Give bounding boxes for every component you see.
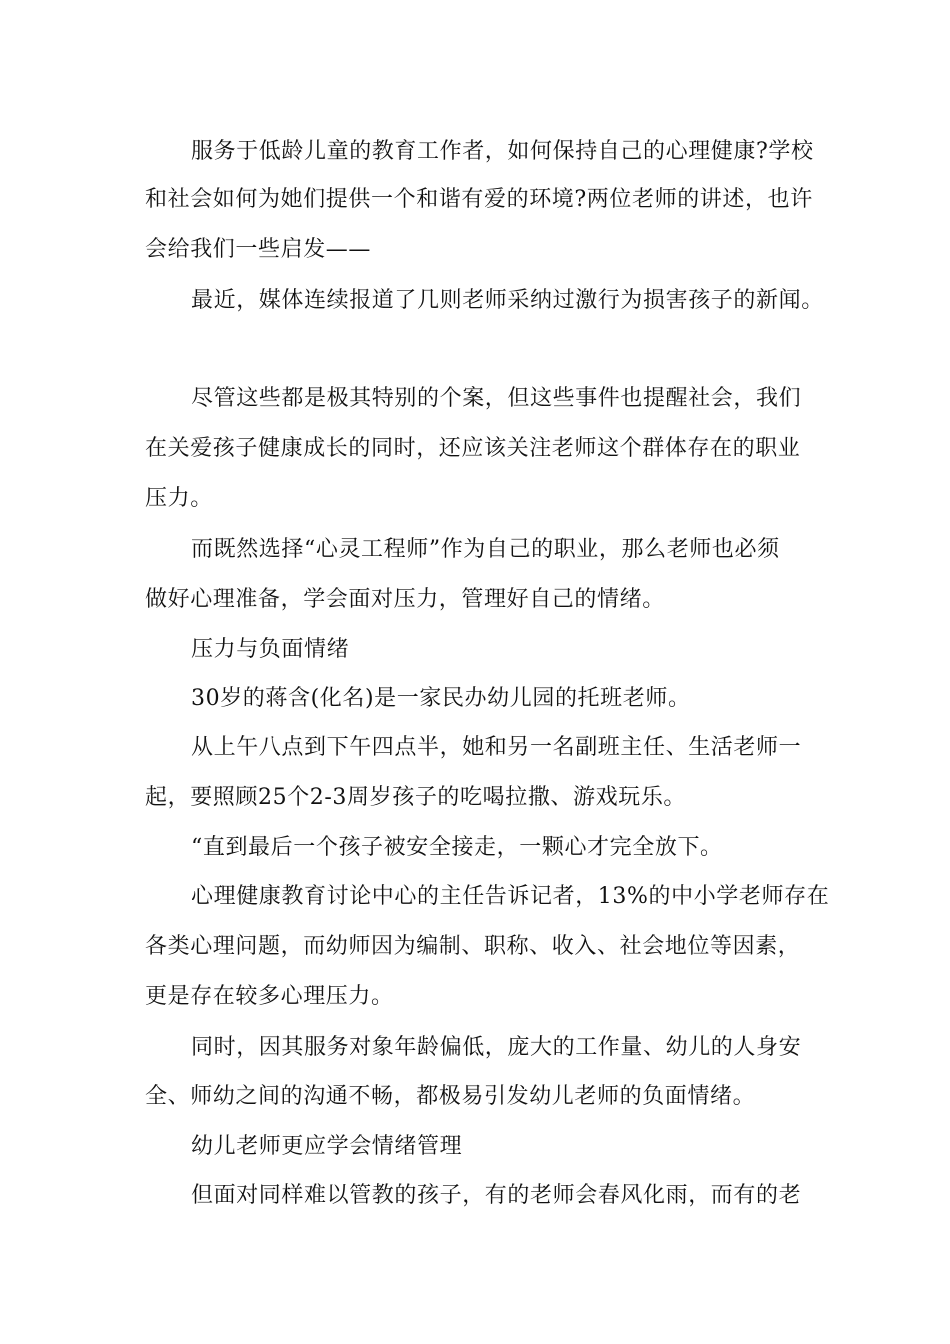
paragraph-3-line-2: 在关爱孩子健康成长的同时，还应该关注老师这个群体存在的职业	[145, 436, 801, 461]
paragraph-4-line-1: 而既然选择“心灵工程师”作为自己的职业，那么老师也必须	[191, 537, 780, 562]
section-heading-stress: 压力与负面情绪	[191, 637, 350, 662]
paragraph-9-line-2: 全、师幼之间的沟通不畅，都极易引发幼儿老师的负面情绪。	[145, 1084, 756, 1109]
paragraph-3-line-1: 尽管这些都是极其特别的个案，但这些事件也提醒社会，我们	[191, 386, 802, 411]
paragraph-1-line-3: 会给我们一些启发——	[145, 237, 372, 262]
paragraph-6-line-1: 从上午八点到下午四点半，她和另一名副班主任、生活老师一	[191, 735, 802, 760]
paragraph-2-line-1: 最近，媒体连续报道了几则老师采纳过激行为损害孩子的新闻。	[191, 288, 824, 313]
paragraph-7-line-1: “直到最后一个孩子被安全接走，一颗心才完全放下。	[191, 835, 723, 860]
paragraph-1-line-1: 服务于低龄儿童的教育工作者，如何保持自己的心理健康?学校	[191, 139, 814, 164]
paragraph-1-line-2: 和社会如何为她们提供一个和谐有爱的环境?两位老师的讲述，也许	[145, 187, 813, 212]
paragraph-8-line-3: 更是存在较多心理压力。	[145, 984, 394, 1009]
paragraph-6-line-2: 起，要照顾25个2-3周岁孩子的吃喝拉撒、游戏玩乐。	[145, 785, 687, 810]
section-heading-emotion-management: 幼儿老师更应学会情绪管理	[191, 1134, 463, 1159]
paragraph-10-line-1: 但面对同样难以管教的孩子，有的老师会春风化雨，而有的老	[191, 1183, 802, 1208]
paragraph-4-line-2: 做好心理准备，学会面对压力，管理好自己的情绪。	[145, 587, 665, 612]
paragraph-9-line-1: 同时，因其服务对象年龄偏低，庞大的工作量、幼儿的人身安	[191, 1035, 802, 1060]
paragraph-3-line-3: 压力。	[145, 486, 213, 511]
paragraph-8-line-2: 各类心理问题，而幼师因为编制、职称、收入、社会地位等因素，	[145, 934, 801, 959]
paragraph-8-line-1: 心理健康教育讨论中心的主任告诉记者，13%的中小学老师存在	[191, 884, 830, 909]
paragraph-5-line-1: 30岁的蒋含(化名)是一家民办幼儿园的托班老师。	[191, 686, 691, 711]
